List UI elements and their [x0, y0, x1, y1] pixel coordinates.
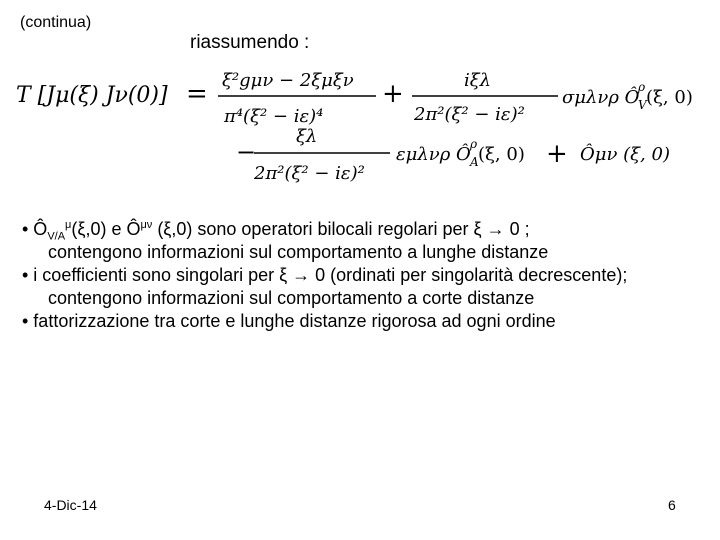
slide-title: riassumendo : — [190, 32, 310, 53]
formula-lhs: T [Jμ(ξ) Jν(0)] — [16, 83, 168, 108]
term1-numerator: ξ²gμν − 2ξμξν — [222, 70, 354, 91]
bullet-operators-tail: (ξ,0) sono operatori bilocali regolari per ξ → 0 ; — [152, 219, 530, 239]
bullet-coefficients: • i coefficienti sono singolari per ξ → 0 (ordinati per singolarità decrescente); — [22, 265, 628, 285]
term1-denominator: π⁴(ξ² − iε)⁴ — [224, 106, 324, 127]
continua-label: (continua) — [20, 14, 92, 31]
term3-sup: ρ — [470, 137, 478, 151]
term3-numerator: ξλ — [296, 126, 318, 147]
bullet-operators-continuation: contengono informazioni sul comportamento a lunghe distanze — [48, 242, 549, 262]
term3-sign: − — [236, 138, 257, 166]
footer-date: 4-Dic-14 — [44, 497, 97, 513]
formula-equals: = — [186, 79, 208, 109]
bullet-operators — [22, 218, 712, 241]
term2-operator: σμλνρ Ô — [562, 87, 640, 108]
bullet-list — [22, 218, 712, 333]
term2-argument: (ξ, 0) — [646, 87, 693, 108]
term3-argument: (ξ, 0) — [478, 144, 525, 165]
formula-plus-2: + — [546, 139, 568, 169]
page-number: 6 — [668, 497, 676, 513]
subscript-va: V/A — [47, 230, 66, 243]
term3-operator: εμλνρ Ô — [396, 144, 471, 165]
ope-formula — [14, 58, 704, 188]
term2-numerator: iξλ — [464, 70, 492, 91]
bullet-operators-mid: (ξ,0) e Ô — [71, 219, 141, 239]
term3-sub: A — [470, 155, 479, 169]
bullet-operators-lead: • Ô — [22, 219, 48, 239]
bullet-coefficients-continuation: contengono informazioni sul comportamento a corte distanze — [48, 288, 535, 308]
term2-denominator: 2π²(ξ² − iε)² — [414, 104, 525, 125]
bullet-factorization: • fattorizzazione tra corte e lunghe distanze rigorosa ad ogni ordine — [22, 311, 556, 331]
term4-operator: Ôμν (ξ, 0) — [580, 144, 670, 165]
term2-sup: ρ — [638, 80, 646, 94]
term3-denominator: 2π²(ξ² − iε)² — [254, 163, 365, 184]
superscript-mu: μ — [65, 219, 72, 231]
term2-sub: V — [638, 98, 647, 112]
superscript-munu: μν — [140, 219, 153, 231]
formula-plus-1: + — [382, 79, 404, 109]
